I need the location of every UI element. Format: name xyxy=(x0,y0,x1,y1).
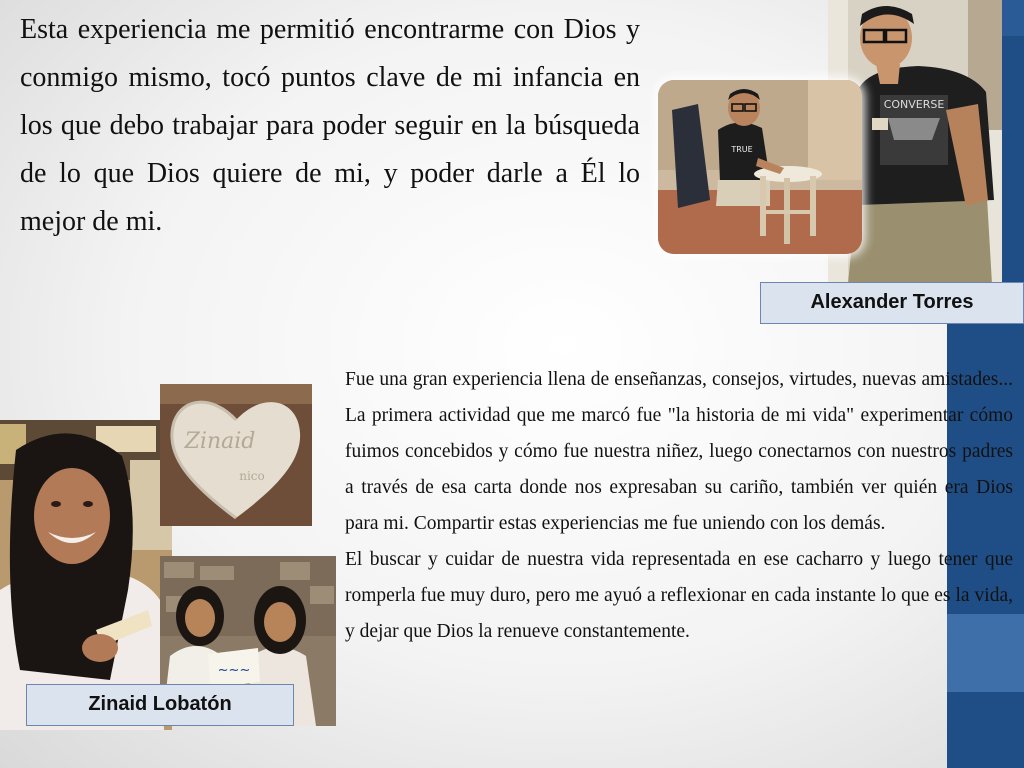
svg-text:~~~: ~~~ xyxy=(217,663,251,678)
svg-text:TRUE: TRUE xyxy=(731,145,753,154)
story-paragraph-1: Fue una gran experiencia llena de enseñanzas, consejos, virtudes, nuevas amistades... La primera actividad que me marcó fue "la historia de mi vida" experimentar cómo fuimos concebidos y cómo fue nuestra niñez, luego conectarnos con nuestros padres a través de esa carta donde nos expresaban su cariño, también ver quién era Dios para mi. Compartir estas experiencias me fue uniendo con los demás. xyxy=(345,369,1013,534)
alexander-name-label: Alexander Torres xyxy=(760,282,1024,324)
svg-text:Zinaid: Zinaid xyxy=(184,429,256,454)
story-text-block xyxy=(345,362,1013,650)
clay-heart-photo xyxy=(160,384,312,526)
svg-text:CONVERSE: CONVERSE xyxy=(883,98,945,111)
zinaid-name-label: Zinaid Lobatón xyxy=(26,684,294,726)
story-paragraph-2: El buscar y cuidar de nuestra vida representada en ese cacharro y luego tener que romperla fue muy duro, pero me ayuó a reflexionar en cada instante lo que es la vida, y dejar que Dios la renueve constantemente. xyxy=(345,549,1013,642)
alexander-writing-photo xyxy=(658,80,862,254)
svg-text:nico: nico xyxy=(239,469,265,483)
intro-paragraph: Esta experiencia me permitió encontrarme con Dios y conmigo mismo, tocó puntos clave de mi infancia en los que debo trabajar para poder seguir en la búsqueda de lo que Dios quiere de mi, y poder darle a Él lo mejor de mi. xyxy=(20,14,640,237)
